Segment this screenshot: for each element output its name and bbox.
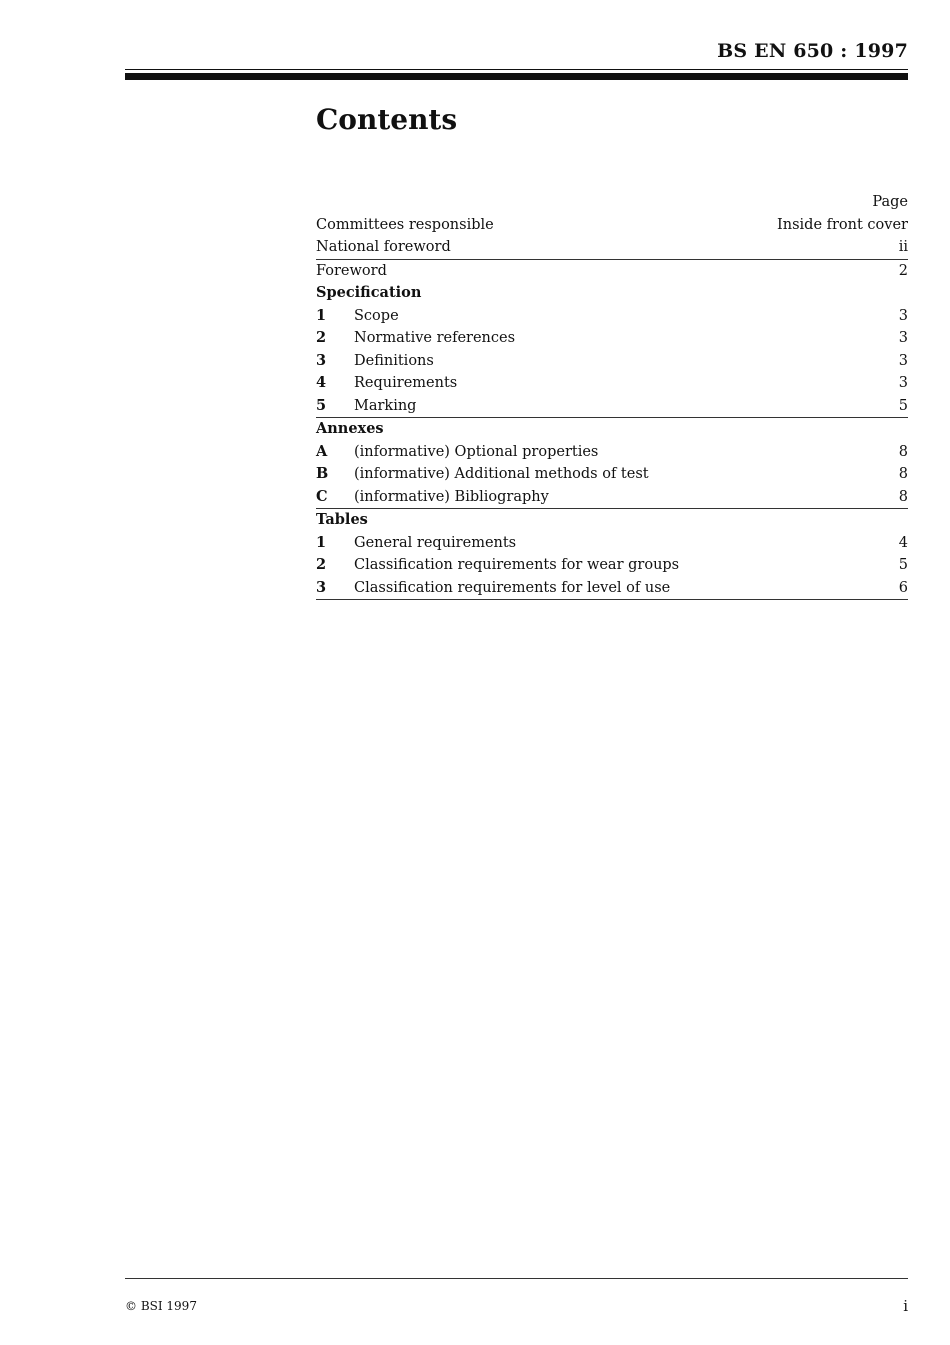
toc-entry-number: B	[316, 465, 329, 482]
toc-entry-page: 8	[898, 488, 908, 505]
toc-entry-number: 2	[316, 329, 327, 346]
toc-entry-label: Committees responsible	[316, 216, 494, 233]
toc-entry-annex-c[interactable]	[316, 486, 908, 510]
toc-entry-scope[interactable]	[316, 305, 908, 328]
toc-entry-label: Classification requirements for level of use	[354, 579, 671, 596]
toc-entry-normative-references[interactable]	[316, 327, 908, 350]
page-title: Contents	[316, 103, 458, 136]
toc-entry-label: Marking	[354, 397, 417, 414]
toc-entry-label: Scope	[354, 307, 399, 324]
toc-entry-definitions[interactable]	[316, 350, 908, 373]
toc-section-tables	[316, 509, 908, 532]
toc-entry-label: Normative references	[354, 330, 516, 346]
toc-entry-marking[interactable]	[316, 395, 908, 419]
toc-entry-annex-a[interactable]	[316, 441, 908, 464]
toc-entry-number: 1	[316, 533, 327, 551]
page-column-label: Page	[872, 194, 908, 210]
toc-entry-label: Requirements	[354, 375, 458, 391]
toc-entry-table-1[interactable]	[316, 532, 908, 555]
toc-entry-page: 8	[898, 466, 908, 482]
toc-entry-page: 2	[898, 262, 908, 279]
toc-entry-number: 3	[316, 578, 327, 596]
toc-section-heading: Annexes	[316, 420, 384, 437]
table-of-contents	[316, 191, 908, 600]
toc-entry-foreword[interactable]	[316, 260, 908, 283]
toc-entry-number: 4	[316, 374, 327, 391]
toc-entry-page: 3	[898, 352, 908, 369]
toc-entry-number: 1	[316, 306, 327, 324]
toc-entry-page: 3	[898, 330, 908, 346]
toc-entry-table-3[interactable]	[316, 577, 908, 601]
document-id: BS EN 650 : 1997	[717, 40, 908, 62]
toc-entry-table-2[interactable]	[316, 554, 908, 577]
footer-rule	[125, 1278, 908, 1279]
toc-entry-label: (informative) Bibliography	[354, 488, 549, 505]
header-rule-thin	[125, 69, 908, 70]
toc-entry-committees[interactable]	[316, 214, 908, 237]
toc-entry-page: 6	[898, 579, 908, 596]
toc-entry-requirements[interactable]	[316, 372, 908, 395]
toc-page-column-header	[316, 191, 908, 214]
toc-entry-page: 5	[898, 397, 908, 414]
toc-entry-number: 5	[316, 396, 327, 414]
toc-entry-label: Foreword	[316, 262, 387, 279]
toc-entry-page: 4	[898, 534, 908, 551]
copyright-notice: © BSI 1997	[125, 1299, 197, 1313]
toc-entry-label: (informative) Optional properties	[354, 443, 599, 460]
page-number: i	[903, 1297, 908, 1315]
toc-entry-number: A	[316, 442, 328, 460]
toc-entry-annex-b[interactable]	[316, 463, 908, 486]
toc-section-specification	[316, 282, 908, 305]
toc-entry-page: 8	[898, 443, 908, 460]
toc-entry-number: C	[316, 487, 328, 505]
toc-entry-number: 3	[316, 351, 327, 369]
header-rule-thick	[125, 73, 908, 80]
toc-entry-label: General requirements	[354, 534, 517, 551]
toc-entry-label: Definitions	[354, 352, 434, 369]
toc-section-annexes	[316, 418, 908, 441]
toc-entry-page: 3	[898, 375, 908, 391]
toc-entry-page: ii	[898, 239, 908, 255]
toc-entry-national-foreword[interactable]	[316, 236, 908, 260]
toc-section-heading: Tables	[316, 511, 368, 528]
toc-entry-label: (informative) Additional methods of test	[354, 466, 649, 482]
toc-entry-label: Classification requirements for wear groups	[354, 557, 680, 573]
toc-entry-page: Inside front cover	[777, 216, 908, 233]
toc-entry-page: 3	[898, 307, 908, 324]
toc-entry-page: 5	[898, 557, 908, 573]
toc-entry-label: National foreword	[316, 239, 451, 255]
toc-section-heading: Specification	[316, 284, 422, 301]
toc-entry-number: 2	[316, 556, 327, 573]
